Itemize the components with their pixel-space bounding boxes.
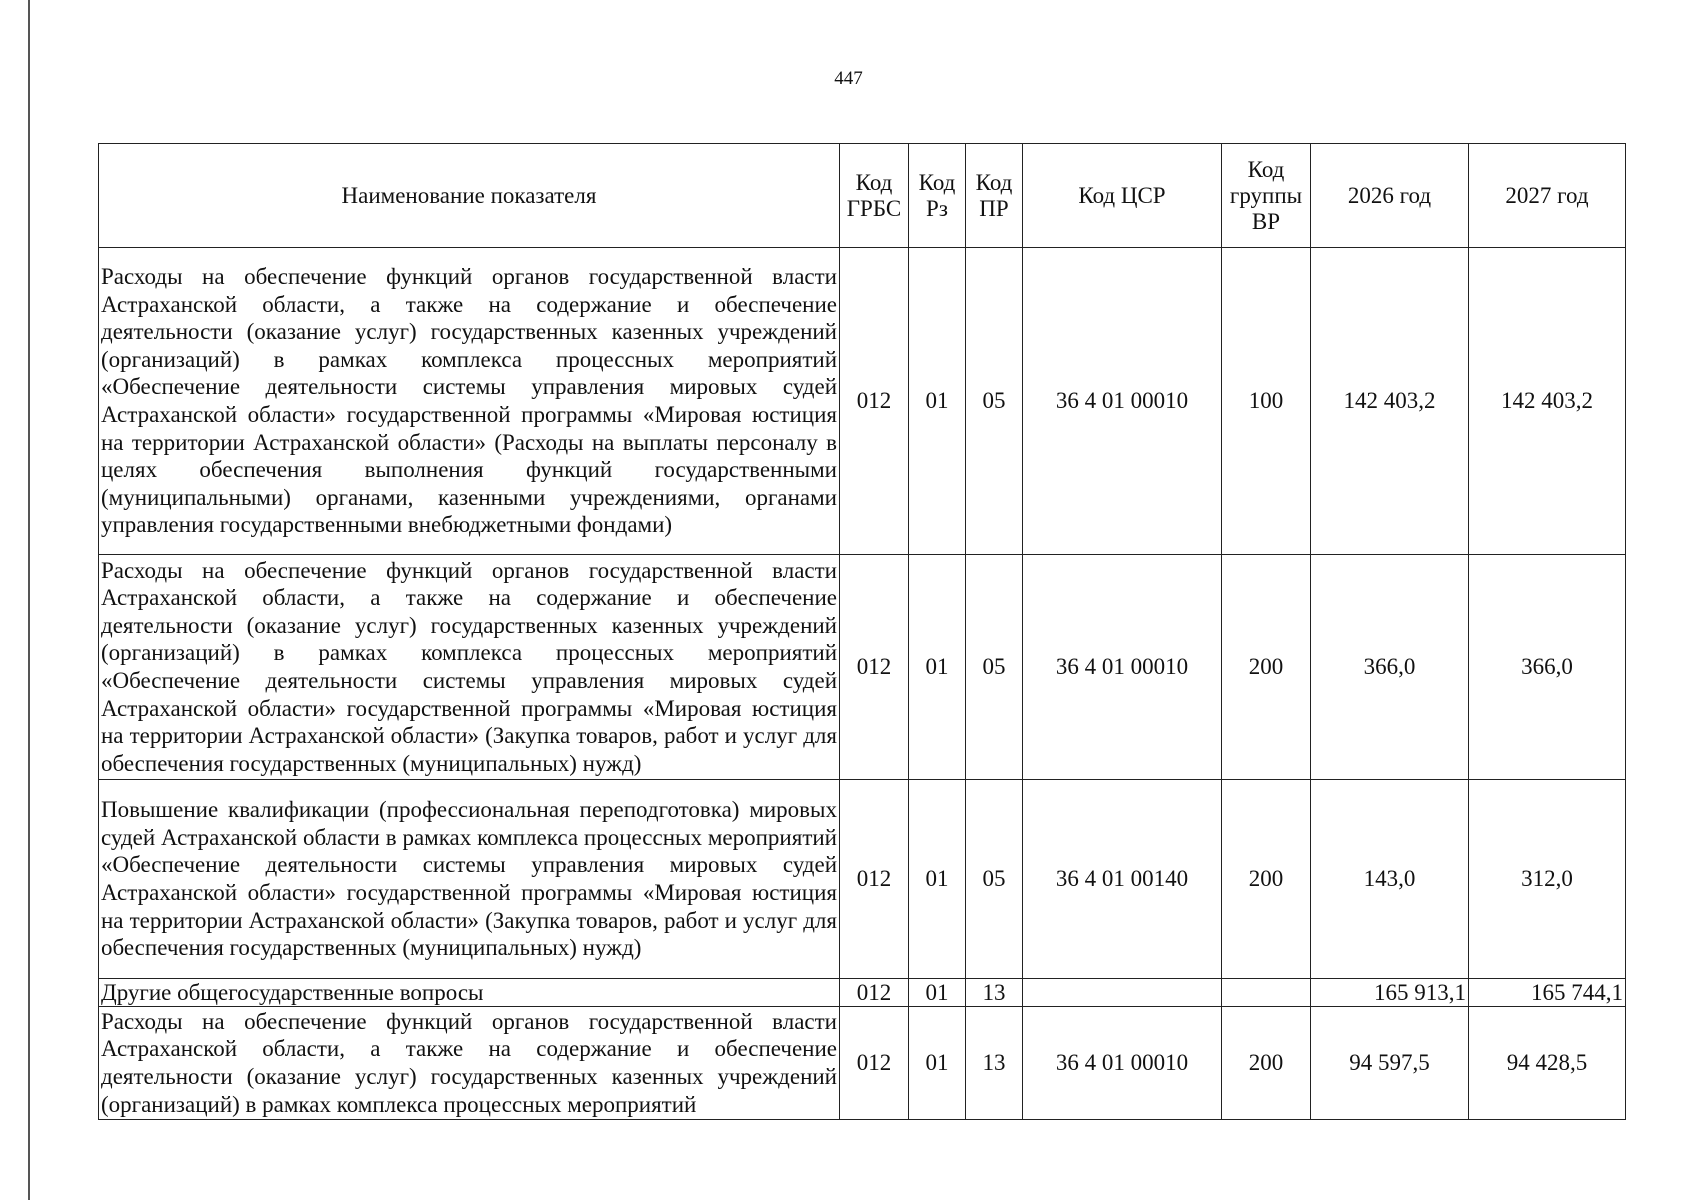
row-csr: 36 4 01 00010 bbox=[1023, 555, 1222, 780]
row-pr: 05 bbox=[966, 248, 1023, 555]
row-rz: 01 bbox=[909, 555, 966, 780]
row-2026: 165 913,1 bbox=[1311, 979, 1469, 1007]
row-2026: 142 403,2 bbox=[1311, 248, 1469, 555]
row-rz: 01 bbox=[909, 780, 966, 979]
row-2026: 143,0 bbox=[1311, 780, 1469, 979]
table-row bbox=[99, 248, 1626, 555]
table-header-row bbox=[99, 144, 1626, 248]
table-row bbox=[99, 979, 1626, 1007]
row-vr: 200 bbox=[1222, 1007, 1311, 1120]
row-2026: 366,0 bbox=[1311, 555, 1469, 780]
header-vr: Код группы ВР bbox=[1222, 144, 1311, 248]
row-vr: 200 bbox=[1222, 780, 1311, 979]
row-csr bbox=[1023, 979, 1222, 1007]
row-grbs: 012 bbox=[840, 979, 909, 1007]
header-grbs: Код ГРБС bbox=[840, 144, 909, 248]
row-grbs: 012 bbox=[840, 555, 909, 780]
row-pr: 13 bbox=[966, 979, 1023, 1007]
row-pr: 05 bbox=[966, 555, 1023, 780]
left-margin-line bbox=[28, 0, 30, 1200]
row-name: Расходы на обеспечение функций органов государственной власти Астраханской области, а также на содержание и обеспечение деятельности (оказание услуг) государственных казенных учреждений (организаций) в рамках комплекса процессных мероприятий «Обеспечение деятельности системы управления мировых судей Астраханской области» государственной программы «Мировая юстиция на территории Астраханской области» (Закупка товаров, работ и услуг для обеспечения государственных (муниципальных) нужд) bbox=[99, 555, 840, 780]
header-2027: 2027 год bbox=[1469, 144, 1626, 248]
header-csr: Код ЦСР bbox=[1023, 144, 1222, 248]
row-2027: 312,0 bbox=[1469, 780, 1626, 979]
row-2027: 94 428,5 bbox=[1469, 1007, 1626, 1120]
row-vr: 200 bbox=[1222, 555, 1311, 780]
row-pr: 13 bbox=[966, 1007, 1023, 1120]
table-row bbox=[99, 555, 1626, 780]
page-number: 447 bbox=[834, 68, 863, 89]
row-name: Повышение квалификации (профессиональная переподготовка) мировых судей Астраханской области в рамках комплекса процессных мероприятий «Обеспечение деятельности системы управления мировых судей Астраханской области» государственной программы «Мировая юстиция на территории Астраханской области» (Закупка товаров, работ и услуг для обеспечения государственных (муниципальных) нужд) bbox=[99, 780, 840, 979]
header-rz: Код Рз bbox=[909, 144, 966, 248]
row-grbs: 012 bbox=[840, 248, 909, 555]
header-2026: 2026 год bbox=[1311, 144, 1469, 248]
row-name: Расходы на обеспечение функций органов государственной власти Астраханской области, а также на содержание и обеспечение деятельности (оказание услуг) государственных казенных учреждений (организаций) в рамках комплекса процессных мероприятий «Обеспечение деятельности системы управления мировых судей Астраханской области» государственной программы «Мировая юстиция на территории Астраханской области» (Расходы на выплаты персоналу в целях обеспечения выполнения функций государственными (муниципальными) органами, казенными учреждениями, органами управления государственными внебюджетными фондами) bbox=[99, 248, 840, 555]
row-rz: 01 bbox=[909, 248, 966, 555]
row-name: Расходы на обеспечение функций органов государственной власти Астраханской области, а также на содержание и обеспечение деятельности (оказание услуг) государственных казенных учреждений (организаций) в рамках комплекса процессных мероприятий bbox=[99, 1007, 840, 1120]
row-csr: 36 4 01 00010 bbox=[1023, 1007, 1222, 1120]
budget-table bbox=[98, 143, 1626, 1120]
row-rz: 01 bbox=[909, 979, 966, 1007]
row-pr: 05 bbox=[966, 780, 1023, 979]
table-row bbox=[99, 1007, 1626, 1120]
header-name: Наименование показателя bbox=[99, 144, 840, 248]
table-row bbox=[99, 780, 1626, 979]
row-2027: 366,0 bbox=[1469, 555, 1626, 780]
row-rz: 01 bbox=[909, 1007, 966, 1120]
row-grbs: 012 bbox=[840, 1007, 909, 1120]
row-grbs: 012 bbox=[840, 780, 909, 979]
row-2027: 142 403,2 bbox=[1469, 248, 1626, 555]
row-vr bbox=[1222, 979, 1311, 1007]
row-name: Другие общегосударственные вопросы bbox=[99, 979, 840, 1007]
row-csr: 36 4 01 00140 bbox=[1023, 780, 1222, 979]
row-2027: 165 744,1 bbox=[1469, 979, 1626, 1007]
row-2026: 94 597,5 bbox=[1311, 1007, 1469, 1120]
row-csr: 36 4 01 00010 bbox=[1023, 248, 1222, 555]
header-pr: Код ПР bbox=[966, 144, 1023, 248]
row-vr: 100 bbox=[1222, 248, 1311, 555]
